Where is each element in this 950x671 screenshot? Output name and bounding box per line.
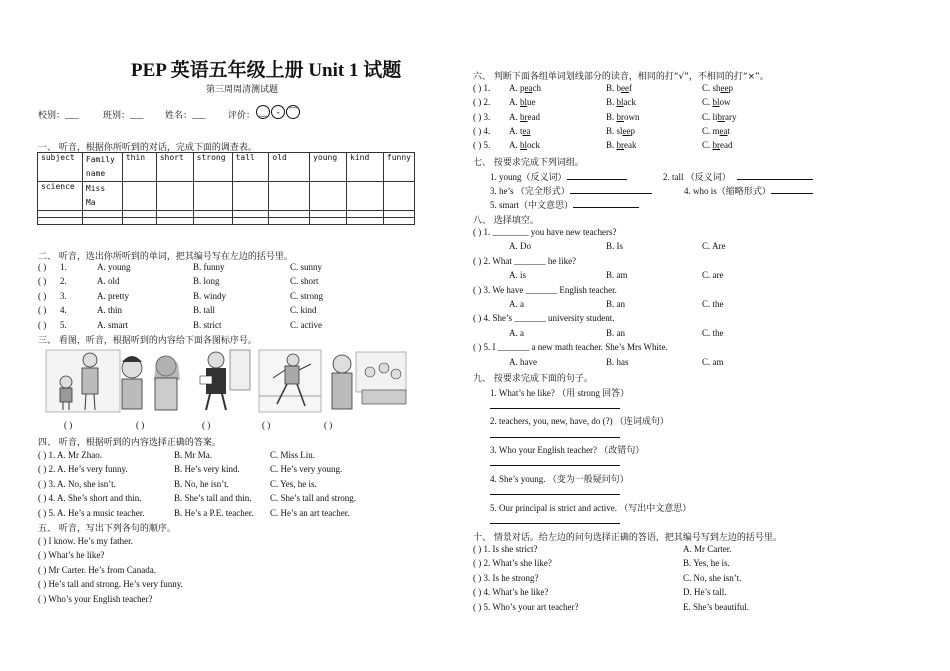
rewrite-item-1: 1. What’s he like? （用 strong 回答） — [490, 388, 630, 398]
rewrite-item-2: 2. teachers, you, new, have, do (?) （连词成句） — [490, 416, 669, 426]
list-item: ( ) 1. A. Mr Zhao. B. Mr Ma. C. Miss Liu. — [38, 450, 316, 460]
col-family-name: Family name — [82, 153, 122, 182]
page-title: PEP 英语五年级上册 Unit 1 试题 — [131, 60, 402, 81]
question: ( ) 4. She’s _______ university student. — [473, 313, 615, 324]
rating-faces — [256, 102, 301, 120]
rewrite-item-3: 3. Who your English teacher? （改错句） — [490, 445, 645, 455]
answer-line — [490, 408, 620, 409]
list-item: ( ) 2. What’s she like? B. Yes, he is. — [473, 558, 730, 569]
list-item: ( ) What’s he like? — [38, 550, 105, 561]
option: A. a — [509, 327, 524, 338]
neutral-face-icon: - — [271, 105, 285, 119]
answer-line — [490, 523, 620, 524]
cell-name: Miss Ma — [82, 182, 122, 211]
answer-line — [490, 437, 620, 438]
picture-3-man-with-book — [192, 346, 252, 414]
col-kind: kind — [347, 153, 384, 182]
answer-line — [490, 465, 620, 466]
table-row — [38, 211, 415, 218]
list-item: ( ) 1. Is she strict? A. Mr Carter. — [473, 544, 732, 554]
col-strong: strong — [193, 153, 232, 182]
list-item: ( ) 5. Who’s your art teacher? E. She’s beautiful. — [473, 601, 749, 612]
list-item: ( ) I know. He’s my father. — [38, 536, 133, 546]
option: B. has — [606, 356, 629, 367]
option: B. Is — [606, 241, 624, 252]
section4-heading: 四、 听音，根据听到的内容选择正确的答案。 — [38, 438, 221, 448]
evaluate-field — [228, 108, 255, 121]
list-item: ( ) Who’s your English teacher? — [38, 593, 153, 604]
evaluate-label: 评价： — [228, 110, 256, 120]
section10-heading: 十、 情景对话。给左边的问句选择正确的答语，把其编号写到左边的括号里。 — [473, 533, 782, 543]
picture-4-bracket: ( ) — [262, 420, 271, 430]
option: A. have — [509, 356, 537, 367]
phrase-5: 5. smart（中文意思） — [490, 198, 639, 211]
happy-face-icon: ‿ — [256, 105, 270, 119]
class-field: 班别：___ — [103, 110, 144, 120]
rewrite-item-4: 4. She’s young. （变为一般疑问句） — [490, 474, 629, 484]
option: B. an — [606, 299, 625, 309]
option: A. Do — [509, 241, 531, 252]
list-item: ( ) 4. A. thin B. tall C. kind — [38, 305, 317, 316]
option: B. an — [606, 327, 625, 338]
name-field: 姓名：___ — [165, 110, 206, 120]
list-item: ( ) 5. A. smart B. strict C. active — [38, 319, 322, 330]
page-subtitle: 第三周周清测试题 — [206, 84, 279, 94]
option: C. Are — [702, 241, 726, 252]
section9-heading: 九、 按要求完成下面的句子。 — [473, 374, 593, 384]
list-item: ( ) 3. Is he strong? C. No, she isn’t. — [473, 572, 742, 583]
sad-face-icon: ⁀ — [286, 105, 300, 119]
list-item: ( ) He’s tall and strong. He’s very funny. — [38, 579, 183, 590]
list-item: ( ) 4. What’s he like? D. He’s tall. — [473, 587, 727, 598]
option: B. am — [606, 270, 628, 281]
list-item: ( ) 3. A. No, she isn’t. B. No, he isn’t. C. Yes, he is. — [38, 478, 317, 489]
option: C. the — [702, 327, 724, 338]
list-item: ( ) 4. A. tea B. sleep C. meat — [473, 125, 731, 136]
section2-heading: 二、 听音，选出你所听到的单词，把其编号写在左边的括号里。 — [38, 252, 293, 262]
section5-heading: 五、 听音，写出下列各句的顺序。 — [38, 524, 176, 534]
picture-3-bracket: ( ) — [202, 420, 211, 430]
col-old: old — [269, 153, 310, 182]
phrase-2: 2. tall （反义词） — [663, 170, 813, 183]
phrase-1: 1. young（反义词） — [490, 170, 627, 183]
table-row — [38, 218, 415, 225]
section7-heading: 七、 按要求完成下列词组。 — [473, 158, 584, 168]
phrase-3: 3. he’s （完全形式） — [490, 184, 652, 197]
list-item: ( ) 3. A. pretty B. windy C. strong — [38, 290, 324, 301]
list-item: ( ) 1. A. young B. funny C. sunny — [38, 262, 323, 272]
picture-4-running-man — [257, 346, 323, 414]
option: C. the — [702, 299, 724, 309]
question: ( ) 2. What _______ he like? — [473, 255, 577, 266]
section8-heading: 八、 选择填空。 — [473, 216, 539, 226]
list-item: ( ) 2. A. old B. long C. short — [38, 276, 319, 287]
section3-heading: 三、 看图，听音，根据听到的内容给下面各图标序号。 — [38, 336, 257, 346]
picture-5-teacher-and-students — [326, 346, 408, 414]
list-item: ( ) 2. A. blue B. black C. blow — [473, 97, 731, 108]
option: A. is — [509, 270, 527, 281]
col-thin: thin — [122, 153, 156, 182]
col-subject: subject — [38, 153, 83, 182]
list-item: ( ) 5. A. He’s a music teacher. B. He’s a P.E. teacher. C. He’s an art teacher. — [38, 507, 350, 518]
picture-2-two-women — [112, 346, 187, 414]
cell-subject: science — [38, 182, 83, 211]
rewrite-item-5: 5. Our principal is strict and active. （写出中文意思） — [490, 503, 692, 513]
option: C. am — [702, 356, 724, 367]
picture-1-teacher-and-boy — [44, 346, 122, 414]
school-field: 校别：___ — [38, 110, 79, 120]
list-item: ( ) 4. A. She’s short and thin. B. She’s tall and thin. C. She’s tall and strong. — [38, 493, 356, 504]
picture-2-bracket: ( ) — [136, 420, 145, 430]
question: ( ) 3. We have _______ English teacher. — [473, 284, 617, 295]
phrase-4: 4. who is（缩略形式） — [684, 184, 813, 197]
col-short: short — [156, 153, 193, 182]
col-funny: funny — [383, 153, 414, 182]
picture-5-bracket: ( ) — [324, 420, 333, 430]
option: C. are — [702, 270, 724, 281]
section6-heading: 六、 判断下面各组单词划线部分的读音，相同的打“√”，不相同的打“×”。 — [473, 72, 769, 82]
list-item: ( ) 3. A. bread B. brown C. library — [473, 111, 737, 122]
table-row — [38, 182, 415, 211]
survey-table — [37, 152, 415, 225]
section1-heading: 一、 听音，根据你所听到的对话，完成下面的调查表。 — [38, 143, 257, 153]
question: ( ) 5. I _______ a new math teacher. She’s Mrs White. — [473, 342, 668, 353]
list-item: ( ) 1. A. peach B. beef C. sheep — [473, 83, 734, 93]
question: ( ) 1. ________ you have new teachers? — [473, 227, 617, 237]
option: A. a — [509, 299, 524, 309]
picture-1-bracket: ( ) — [64, 420, 73, 430]
answer-line — [490, 494, 620, 495]
list-item: ( ) 2. A. He’s very funny. B. He’s very kind. C. He’s very young. — [38, 464, 343, 475]
col-young: young — [310, 153, 347, 182]
table-header-row — [38, 153, 415, 182]
col-tall: tall — [232, 153, 269, 182]
list-item: ( ) Mr Carter. He’s from Canada. — [38, 564, 156, 575]
list-item: ( ) 5. A. block B. break C. bread — [473, 140, 733, 151]
